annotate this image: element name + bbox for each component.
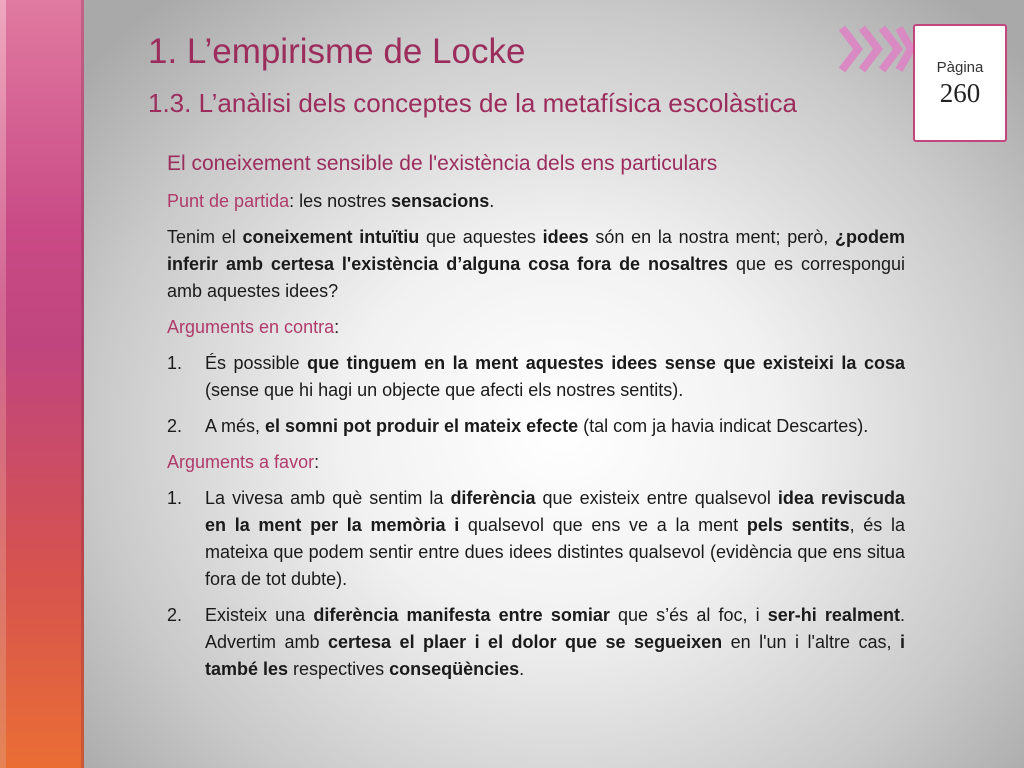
list-item-text: Existeix una diferència manifesta entre somiar que s’és al foc, i ser-hi realment. Advertim amb certesa el plaer i el dolor que se segueixen en l'un i l'altre cas, i també les respectives conseqüències. bbox=[205, 605, 905, 679]
starting-point-label: Punt de partida bbox=[167, 191, 290, 211]
list-number: 1. bbox=[167, 488, 183, 508]
list-item bbox=[167, 413, 905, 440]
favor-label: Arguments a favor bbox=[167, 452, 315, 472]
list-item-text: La vivesa amb què sentim la diferència que existeix entre qualsevol idea reviscuda en la ment per la memòria i qualsevol que ens ve a la ment pels sentits, és la mateixa que podem sentir entre dues idees distintes qualsevol (evidència que ens situa fora de tot dubte). bbox=[205, 488, 905, 589]
list-item-text: És possible que tinguem en la ment aquestes idees sense que existeixi la cosa (sense que hi hagi un objecte que afecti els nostres sentits). bbox=[205, 353, 905, 400]
against-label: Arguments en contra bbox=[167, 317, 335, 337]
chevron-right-icon bbox=[836, 24, 916, 74]
favor-list bbox=[167, 485, 905, 683]
list-item bbox=[167, 602, 905, 683]
page-number-badge bbox=[913, 24, 1007, 142]
slide-title: 1. L’empirisme de Locke bbox=[148, 32, 526, 71]
list-item bbox=[167, 350, 905, 404]
sidebar-edge bbox=[81, 0, 84, 768]
list-item bbox=[167, 485, 905, 593]
list-number: 2. bbox=[167, 416, 183, 436]
section-heading: El coneixement sensible de l'existència dels ens particulars bbox=[167, 152, 718, 175]
starting-point-paragraph: Punt de partida: les nostres sensacions. bbox=[167, 191, 495, 211]
page-label: Pàgina bbox=[936, 59, 984, 76]
slide-content bbox=[167, 152, 905, 692]
intuitive-knowledge-paragraph: Tenim el coneixement intuïtiu que aquestes idees són en la nostra ment; però, ¿podem inferir amb certesa l'existència d’alguna cosa fora de nosaltres que es correspongui amb aquestes idees? bbox=[167, 227, 906, 301]
page-number: 260 bbox=[939, 78, 981, 108]
list-number: 1. bbox=[167, 353, 183, 373]
decorative-sidebar bbox=[0, 0, 84, 768]
against-list bbox=[167, 350, 905, 440]
slide-subtitle: 1.3. L’anàlisi dels conceptes de la metafísica escolàstica bbox=[148, 88, 797, 118]
list-item-text: A més, el somni pot produir el mateix efecte (tal com ja havia indicat Descartes). bbox=[205, 416, 869, 436]
favor-heading: Arguments a favor: bbox=[167, 452, 320, 472]
sidebar-stripe bbox=[0, 0, 6, 768]
list-number: 2. bbox=[167, 605, 183, 625]
against-heading: Arguments en contra: bbox=[167, 317, 340, 337]
